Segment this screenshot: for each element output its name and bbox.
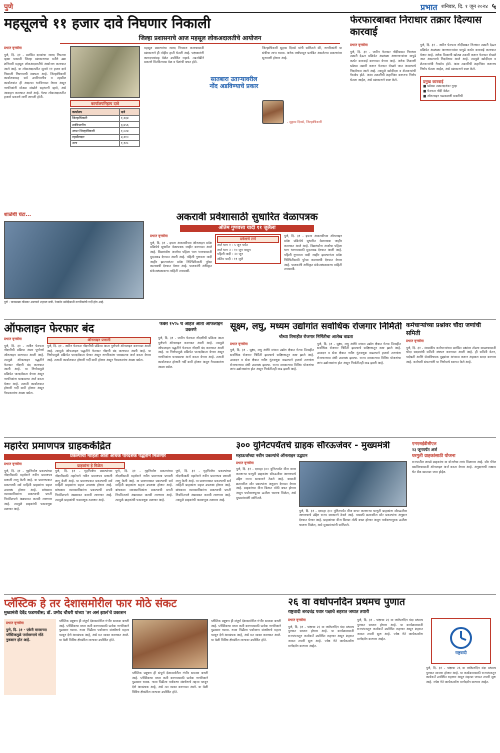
story2-byline: प्रभात वृत्तसेवा	[350, 43, 368, 47]
story3-caption: पुणे : पावसाळा तोंडावर आल्याने शहरात छत्री, रेनकोट खरेदीसाठी नागरिकांची गर्दी होत आहे.	[4, 299, 105, 304]
story9-byline: प्रभात वृत्तसेवा	[6, 620, 24, 625]
story4-byline: प्रभात वृत्तसेवा	[4, 337, 22, 341]
story3-photo-block	[4, 212, 144, 316]
list-item: अर्ज भाग २ : १० जून पासून	[217, 247, 251, 252]
story1-table-title: कार्यालयनिहाय दावे	[70, 100, 140, 107]
story5-byline: प्रभात वृत्तसेवा	[230, 341, 248, 346]
logo-text: राष्ट्रवादी	[455, 650, 467, 656]
story1-subheadline: जिल्हा प्रशासनाचे आज महसूल लोकअदालतीचे आयोजन	[60, 34, 340, 44]
divider	[4, 319, 496, 320]
list-item: अर्ज भाग १ : ५ जून पर्यंत	[217, 242, 248, 247]
story7	[4, 441, 232, 591]
list-item: खोट्या तक्रारदारांवर गुन्हा	[427, 83, 458, 88]
list-item: फेरफार नोंदी वेळेत	[427, 88, 450, 93]
city-name: पुणे	[4, 2, 14, 11]
story4-body: पुणे, दि. ३१ - जमीन फेरफार नोंदणीची प्रक्रिया आता पूर्णपणे ऑनलाइन करण्यात आली आहे. त्यामुळे ऑफलाइन पद्धतीने फेरफार नोंदणी बंद करण्यात आली आहे. या निर्णयामुळे प्रक्रियेत पारदर्शकता येणार असून नागरिकांना घरबसल्या अर्ज करता येणार आहे. तलाठी कार्यालयात होणारी गर्दी कमी होणार असून गैरप्रकारांना आळा बसेल.	[4, 343, 44, 396]
story10	[288, 597, 496, 749]
story9-subheadline: मुख्यमंत्री देवेंद्र फडणवीस; डॉ. प्रमोद चौधरी यांच्या 'तर असं झालं'चे प्रकाशन	[4, 611, 126, 616]
story1-side	[262, 46, 342, 174]
story4-headline: ऑफलाइन फेरफार बंद	[4, 322, 95, 335]
story1-byline: प्रभात वृत्तसेवा	[4, 46, 22, 50]
story5	[230, 322, 402, 434]
story5-headline: सूक्ष्म, लघु, मध्यम उद्योगांत सर्वाधिक रोजगार निर्मिती	[230, 322, 402, 332]
story8-byline: प्रभात वृत्तसेवा	[236, 460, 254, 465]
table-row: तहसीलदार ४,२१०	[71, 134, 140, 140]
story3-subheadline: अंतिम गुणवत्ता यादी ११ जुलैला	[180, 225, 314, 232]
issue-date: शनिवार, दि. १ जून २०२४	[441, 4, 488, 11]
story6-byline: प्रभात वृत्तसेवा	[406, 339, 424, 343]
table-row: उपविभागीय ३,४५६	[71, 122, 140, 128]
page-header	[4, 3, 496, 13]
story10-body-cont2: पुणे, दि. ३१ - पक्षाचा २६ वा वर्धापनदिन यंदा प्रथमच पुण्यात साजरा होणार आहे. या कार्यक्रमासाठी राज्यभरातून कार्यकर्ते उपस्थित राहणार असून शहरात जय्यत तयारी सुरू आहे. ज्येष्ठ नेते कार्यकर्त्यांना मार्गदर्शन करणार आहेत.	[426, 665, 496, 685]
claims-table	[70, 108, 140, 147]
story9-body-cont: प्लॅस्टिक प्रदूषण ही संपूर्ण देशासमोरील गंभीर समस्या बनली आहे. प्लॅस्टिकचा वापर कमी करण्यासाठी प्रत्येक नागरिकाने पुढाकार घ्यावा. नव्या पिढीला पर्यावरण संवर्धनाचे महत्त्व पटवून देणे आवश्यक आहे, असे मत व्यक्त करण्यात आले. या वेळी विविध क्षेत्रांतील मान्यवर उपस्थित होते.	[132, 670, 208, 694]
story8-side	[412, 441, 496, 591]
story3-box-title: प्रवेशाचे टप्पे	[217, 236, 279, 243]
story8-headline: ३०० युनिटपर्यंतचे ग्राहक सौरऊर्जेवर - मुख्यमंत्री	[236, 441, 390, 451]
story8-body-cont: पुणे, दि. ३१ - दरमहा ३०० युनिटपर्यंत वीज वापर करणाऱ्या घरगुती ग्राहकांना सौरऊर्जेवर आणण्याचे उद्दिष्ट राज्य सरकारने ठेवले आहे. यासाठी छतावरील सौर प्रकल्पांना अनुदान देण्यात येणार आहे. ग्राहकांच्या वीज बिलात मोठी बचत होणार असून पर्यावरणपूरक ऊर्जेला चालना मिळेल, असे मुख्यमंत्र्यांनी सांगितले.	[299, 508, 407, 527]
story4-note: फक्त १५% च आहेत आता ऑफलाइन प्रकरणे	[159, 322, 223, 334]
story7-body-cont: पुणे, दि. ३१ - गृहनिर्माण प्रकल्पांच्या नोंदणीसाठी महारेराने नवीन प्रमाणपत्र प्रणाली लागू केली आहे. या प्रमाणपत्रात प्रकल्पाची सर्व माहिती ग्राहकांना सहज उपलब्ध होणार आहे. बांधकाम व्यावसायिकांना प्रकल्पाची प्रगती नियमितपणे अद्ययावत करावी लागणार आहे. त्यामुळे ग्राहकांची फसवणूक टळणार आहे.	[55, 469, 113, 502]
story7-body-cont3: पुणे, दि. ३१ - गृहनिर्माण प्रकल्पांच्या नोंदणीसाठी महारेराने नवीन प्रमाणपत्र प्रणाली लागू केली आहे. या प्रमाणपत्रात प्रकल्पाची सर्व माहिती ग्राहकांना सहज उपलब्ध होणार आहे. बांधकाम व्यावसायिकांना प्रकल्पाची प्रगती नियमितपणे अद्ययावत करावी लागणार आहे. त्यामुळे ग्राहकांची फसवणूक टळणार आहे.	[175, 469, 231, 502]
story2-box-title: प्रमुख कारवाई	[423, 78, 444, 84]
story3-byline: प्रभात वृत्तसेवा	[150, 234, 168, 238]
story8-subheadline: महाऊर्जाच्या नवीन प्रकल्पांचे ऑनलाइन उद्घाटन	[236, 453, 308, 458]
story5-subheadline: चौथ्या तिमाहीत रोजगार निर्मितीचा आलेख वाढता	[279, 334, 353, 339]
story1-table-block	[70, 46, 140, 182]
story9-lead: पुणे, दि. ३१ - एकेरी वापराच्या प्लॅस्टिकमुळे पर्यावरणाचे मोठे नुकसान होत आहे.	[6, 627, 47, 642]
story10-subheadline: राष्ट्रवादी शरदचंद्र पवार पक्षाचे शहरात जय्यत तयारी	[288, 610, 370, 615]
story1-side-quote-block	[208, 46, 260, 166]
story2-body-cont: पुणे, दि. ३१ - जमीन फेरफार नोंदींबाबत निराधार तक्रारी देऊन प्रक्रियेत अडथळा आणणाऱ्यांवर यापुढे कठोर कारवाई करण्यात येणार आहे. अनेक ठिकाणी खोट्या तक्रारी करून फेरफार रोखले जात असल्याचे निदर्शनास आले आहे. त्यामुळे खरेदीदार व शेतकऱ्यांची गैरसोय होते. अशा तक्रारींची शहानिशा करूनच निर्णय घेतला जाईल, असे प्रशासनाने स्पष्ट केले.	[420, 43, 496, 71]
story8-photo	[299, 461, 407, 507]
story9-headline: प्लॅस्टिक हे तर देशासमोरील फार मोठे संकट	[4, 597, 177, 610]
story10-body-cont: पुणे, दि. ३१ - पक्षाचा २६ वा वर्धापनदिन यंदा प्रथमच पुण्यात साजरा होणार आहे. या कार्यक्रमासाठी राज्यभरातून कार्यकर्ते उपस्थित राहणार असून शहरात जय्यत तयारी सुरू आहे. ज्येष्ठ नेते कार्यकर्त्यांना मार्गदर्शन करणार आहेत.	[357, 617, 423, 641]
story5-body: पुणे, दि. ३१ - सूक्ष्म, लघु आणि मध्यम उद्योग क्षेत्रात गेल्या तिमाहीत सर्वाधिक रोजगार निर्मिती झाल्याचे सर्वेक्षणातून स्पष्ट झाले आहे. उत्पादन व सेवा क्षेत्रात नवीन गुंतवणूक वाढल्याने हजारो तरुणांना रोजगाराच्या संधी उपलब्ध झाल्या. राज्य सरकारच्या विविध योजनांचा लाभ उद्योजकांना होत असून निर्यातीतही वाढ झाली आहे.	[230, 348, 314, 372]
story1-photo	[70, 46, 140, 98]
story4-box-title: ऑनलाइन प्रणाली	[47, 337, 151, 344]
page-number: ५	[491, 2, 496, 12]
table-header: दावे	[119, 109, 139, 115]
story10-byline: प्रभात वृत्तसेवा	[288, 617, 306, 622]
story1-headline-block	[4, 15, 344, 33]
story1-side-body: जिल्हाधिकारी सुहास दिवसे यांनी सांगितले की, नागरिकांनी या संधीचा लाभ घ्यावा. अनेक वर्षांपासून प्रलंबित असलेल्या प्रकरणांवर सुनावणी होणार आहे.	[262, 46, 342, 60]
story8-side-body: राज्यातील लाखो ग्राहकांना या योजनेचा लाभ मिळणार आहे. सौर पॅनेल बसविण्यासाठी ऑनलाइन अर्ज करता येणार आहे. अनुदानाची रक्कम थेट बँक खात्यात जमा होईल.	[412, 460, 496, 474]
story4-note-block	[158, 322, 224, 434]
story7-box-title: ग्राहकांना हे मिळेल	[55, 462, 125, 469]
table-row: जिल्हाधिकारी १,२३४	[71, 115, 140, 121]
story3-photo	[4, 221, 144, 299]
story1-side-quote: सातबारा उताऱ्यावरील नोंद अडविण्याचे प्रकार	[209, 76, 259, 90]
story4	[4, 322, 154, 434]
story4-body-more: पुणे, दि. ३१ - जमीन फेरफार नोंदणीची प्रक्रिया आता पूर्णपणे ऑनलाइन करण्यात आली आहे. त्यामुळे ऑफलाइन पद्धतीने फेरफार नोंदणी बंद करण्यात आली आहे. या निर्णयामुळे प्रक्रियेत पारदर्शकता येणार असून नागरिकांना घरबसल्या अर्ज करता येणार आहे. तलाठी कार्यालयात होणारी गर्दी कमी होणार असून गैरप्रकारांना आळा बसेल.	[158, 336, 224, 369]
story4-body-cont: पुणे, दि. ३१ - जमीन फेरफार नोंदणीची प्रक्रिया आता पूर्णपणे ऑनलाइन करण्यात आली आहे. त्यामुळे ऑफलाइन पद्धतीने फेरफार नोंदणी बंद करण्यात आली आहे. या निर्णयामुळे प्रक्रियेत पारदर्शकता येणार असून नागरिकांना घरबसल्या अर्ज करता येणार आहे. तलाठी कार्यालयात होणारी गर्दी कमी होणार असून गैरप्रकारांना आळा बसेल.	[47, 343, 151, 363]
story3-body-cont: पुणे, दि. ३१ - इयत्ता अकरावीच्या ऑनलाइन प्रवेश प्रक्रियेचे सुधारित वेळापत्रक जाहीर करण्यात आले आहे. विद्यार्थ्यांना अर्जाचा पहिला भाग भरण्यासाठी मुदतवाढ देण्यात आली आहे. पहिली गुणवत्ता यादी जाहीर झाल्यानंतर प्रवेश निश्चितीसाठी पुरेसा कालावधी देण्यात येणार आहे. पालकांनी अधिकृत संकेतस्थळावरच माहिती तपासावी.	[284, 234, 342, 272]
story9	[4, 597, 282, 749]
story2-headline: फेरफारबाबत निराधार तक्रार दिल्यास कारवाई	[350, 15, 482, 38]
story2-body: पुणे, दि. ३१ - जमीन फेरफार नोंदींबाबत निराधार तक्रारी देऊन प्रक्रियेत अडथळा आणणाऱ्यांवर यापुढे कठोर कारवाई करण्यात येणार आहे. अनेक ठिकाणी खोट्या तक्रारी करून फेरफार रोखले जात असल्याचे निदर्शनास आले आहे. त्यामुळे खरेदीदार व शेतकऱ्यांची गैरसोय होते. अशा तक्रारींची शहानिशा करूनच निर्णय घेतला जाईल, असे प्रशासनाने स्पष्ट केले.	[350, 49, 416, 83]
story1-body: पुणे, दि. ३१ - प्रलंबित दाव्यांचा जलद निपटारा व्हावा यासाठी जिल्हा प्रशासनाच्या वतीने उद्या शनिवारी महसूल लोकअदालतीचे आयोजन करण्यात आले आहे. या लोकअदालतीत सुमारे ११ हजार दावे निकाली निघण्याची शक्यता आहे. जिल्हाधिकारी कार्यालयासह सर्व उपविभागीय व तहसील कार्यालयांत ही अदालत भरविण्यात येणार असून नागरिकांनी मोठ्या संख्येने सहभागी व्हावे, असे आवाहन करण्यात आले आहे. गेल्या लोकअदालतीत हजारो प्रकरणे मार्गी लागली होती.	[4, 52, 66, 100]
story9-photo	[132, 619, 208, 669]
story10-body: पुणे, दि. ३१ - पक्षाचा २६ वा वर्धापनदिन यंदा प्रथमच पुण्यात साजरा होणार आहे. या कार्यक्रमासाठी राज्यभरातून कार्यकर्ते उपस्थित राहणार असून शहरात जय्यत तयारी सुरू आहे. ज्येष्ठ नेते कार्यकर्त्यांना मार्गदर्शन करणार आहेत.	[288, 624, 354, 648]
party-logo	[431, 618, 491, 664]
story3	[150, 212, 344, 316]
story5-body-cont: पुणे, दि. ३१ - सूक्ष्म, लघु आणि मध्यम उद्योग क्षेत्रात गेल्या तिमाहीत सर्वाधिक रोजगार निर्मिती झाल्याचे सर्वेक्षणातून स्पष्ट झाले आहे. उत्पादन व सेवा क्षेत्रात नवीन गुंतवणूक वाढल्याने हजारो तरुणांना रोजगाराच्या संधी उपलब्ध झाल्या. राज्य सरकारच्या विविध योजनांचा लाभ उद्योजकांना होत असून निर्यातीतही वाढ झाली आहे.	[317, 341, 401, 365]
story7-body: पुणे, दि. ३१ - गृहनिर्माण प्रकल्पांच्या नोंदणीसाठी महारेराने नवीन प्रमाणपत्र प्रणाली लागू केली आहे. या प्रमाणपत्रात प्रकल्पाची सर्व माहिती ग्राहकांना सहज उपलब्ध होणार आहे. बांधकाम व्यावसायिकांना प्रकल्पाची प्रगती नियमितपणे अद्ययावत करावी लागणार आहे. त्यामुळे ग्राहकांची फसवणूक टळणार आहे.	[4, 468, 52, 511]
story3-kicker: शाळेची घंटा...	[4, 212, 32, 218]
story6-headline: कर्मचाऱ्यांच्या प्रश्नांवर चौदा जणांची समिती	[406, 322, 481, 337]
story2-box: प्रमुख कारवाई ■ खोट्या तक्रारदारांवर गुन्हा ■ फेरफार नोंदी वेळेत ■ ऑनलाइन पडताळणी सक्तीची	[420, 76, 496, 102]
story6	[406, 322, 496, 434]
story3-box	[215, 234, 281, 264]
story6-body: पुणे, दि. ३१ - शासकीय कर्मचाऱ्यांच्या प्रलंबित प्रश्नांवर तोडगा काढण्यासाठी चौदा सदस्यांची समिती स्थापन करण्यात आली आहे. ही समिती वेतन, पदोन्नती आणि सेवाविषयक मुद्द्यांवर अभ्यास करून अहवाल सादर करणार आहे. कर्मचारी संघटनांनी या निर्णयाचे स्वागत केले आहे.	[406, 345, 496, 364]
divider	[4, 594, 496, 595]
story7-subheadline: प्रकल्पांची माहिती आता अधिक पारदर्शक पद्धतीने मिळणार	[4, 454, 232, 460]
story3-headline: अकरावी प्रवेशासाठी सुधारित वेळापत्रक	[176, 212, 318, 223]
story7-byline: प्रभात वृत्तसेवा	[4, 462, 22, 466]
table-row: अन्य १,१२८	[71, 140, 140, 146]
story1-mid-body: महसूल प्रकरणांचा जलद निपटारा करण्यासाठी प्रशासनाने ही मोहीम हाती घेतली आहे. पक्षकारांनी कागदपत्रांसह वेळेत उपस्थित राहावे. तडजोडीने प्रकरणे मिटविल्यास वेळ व पैशांची बचत होते.	[144, 46, 204, 65]
story7-body-cont2: पुणे, दि. ३१ - गृहनिर्माण प्रकल्पांच्या नोंदणीसाठी महारेराने नवीन प्रमाणपत्र प्रणाली लागू केली आहे. या प्रमाणपत्रात प्रकल्पाची सर्व माहिती ग्राहकांना सहज उपलब्ध होणार आहे. बांधकाम व्यावसायिकांना प्रकल्पाची प्रगती नियमितपणे अद्ययावत करावी लागणार आहे. त्यामुळे ग्राहकांची फसवणूक टळणार आहे.	[115, 469, 173, 502]
story1-headline: महसूलचे ११ हजार दावे निघणार निकाली	[4, 16, 211, 32]
list-item: अंतिम यादी : ११ जुलै	[217, 257, 244, 262]
story8-sub2: २३ जूनपर्यंत अर्ज	[412, 446, 438, 452]
clock-icon	[449, 626, 473, 650]
story8	[236, 441, 408, 591]
story10-headline: २६ वा वर्धापनदिन प्रथमच पुणात	[288, 597, 406, 608]
official-portrait	[262, 100, 284, 124]
table-row: अप्पर जिल्हाधिकारी १,०२४	[71, 128, 140, 134]
story8-side-title: घरगुती ग्राहकांसाठी योजना	[412, 454, 456, 460]
story9-body: प्लॅस्टिक प्रदूषण ही संपूर्ण देशासमोरील गंभीर समस्या बनली आहे. प्लॅस्टिकचा वापर कमी करण्यासाठी प्रत्येक नागरिकाने पुढाकार घ्यावा. नव्या पिढीला पर्यावरण संवर्धनाचे महत्त्व पटवून देणे आवश्यक आहे, असे मत व्यक्त करण्यात आले. या वेळी विविध क्षेत्रांतील मान्यवर उपस्थित होते.	[59, 618, 129, 642]
story8-kicker: एमएसईडीसीएल	[412, 441, 437, 446]
story1-col-c	[144, 46, 204, 182]
story1-side-byline: - सुहास दिवसे, जिल्हाधिकारी	[287, 119, 322, 124]
list-item: ऑनलाइन पडताळणी सक्तीची	[427, 93, 463, 98]
masthead: प्रभात	[420, 2, 438, 13]
story8-body: पुणे, दि. ३१ - दरमहा ३०० युनिटपर्यंत वीज वापर करणाऱ्या घरगुती ग्राहकांना सौरऊर्जेवर आणण्याचे उद्दिष्ट राज्य सरकारने ठेवले आहे. यासाठी छतावरील सौर प्रकल्पांना अनुदान देण्यात येणार आहे. ग्राहकांच्या वीज बिलात मोठी बचत होणार असून पर्यावरणपूरक ऊर्जेला चालना मिळेल, असे मुख्यमंत्र्यांनी सांगितले.	[236, 467, 296, 500]
story9-body-cont2: प्लॅस्टिक प्रदूषण ही संपूर्ण देशासमोरील गंभीर समस्या बनली आहे. प्लॅस्टिकचा वापर कमी करण्यासाठी प्रत्येक नागरिकाने पुढाकार घ्यावा. नव्या पिढीला पर्यावरण संवर्धनाचे महत्त्व पटवून देणे आवश्यक आहे, असे मत व्यक्त करण्यात आले. या वेळी विविध क्षेत्रांतील मान्यवर उपस्थित होते.	[211, 618, 281, 642]
table-header: कार्यालय	[71, 109, 120, 115]
story2	[350, 15, 496, 305]
story7-headline: महारेरा प्रमाणपत्र ग्राहककेंद्रित	[4, 441, 111, 452]
story3-body: पुणे, दि. ३१ - इयत्ता अकरावीच्या ऑनलाइन प्रवेश प्रक्रियेचे सुधारित वेळापत्रक जाहीर करण्यात आले आहे. विद्यार्थ्यांना अर्जाचा पहिला भाग भरण्यासाठी मुदतवाढ देण्यात आली आहे. पहिली गुणवत्ता यादी जाहीर झाल्यानंतर प्रवेश निश्चितीसाठी पुरेसा कालावधी देण्यात येणार आहे. पालकांनी अधिकृत संकेतस्थळावरच माहिती तपासावी.	[150, 240, 212, 274]
list-item: पहिली यादी : २० जून	[217, 252, 243, 257]
